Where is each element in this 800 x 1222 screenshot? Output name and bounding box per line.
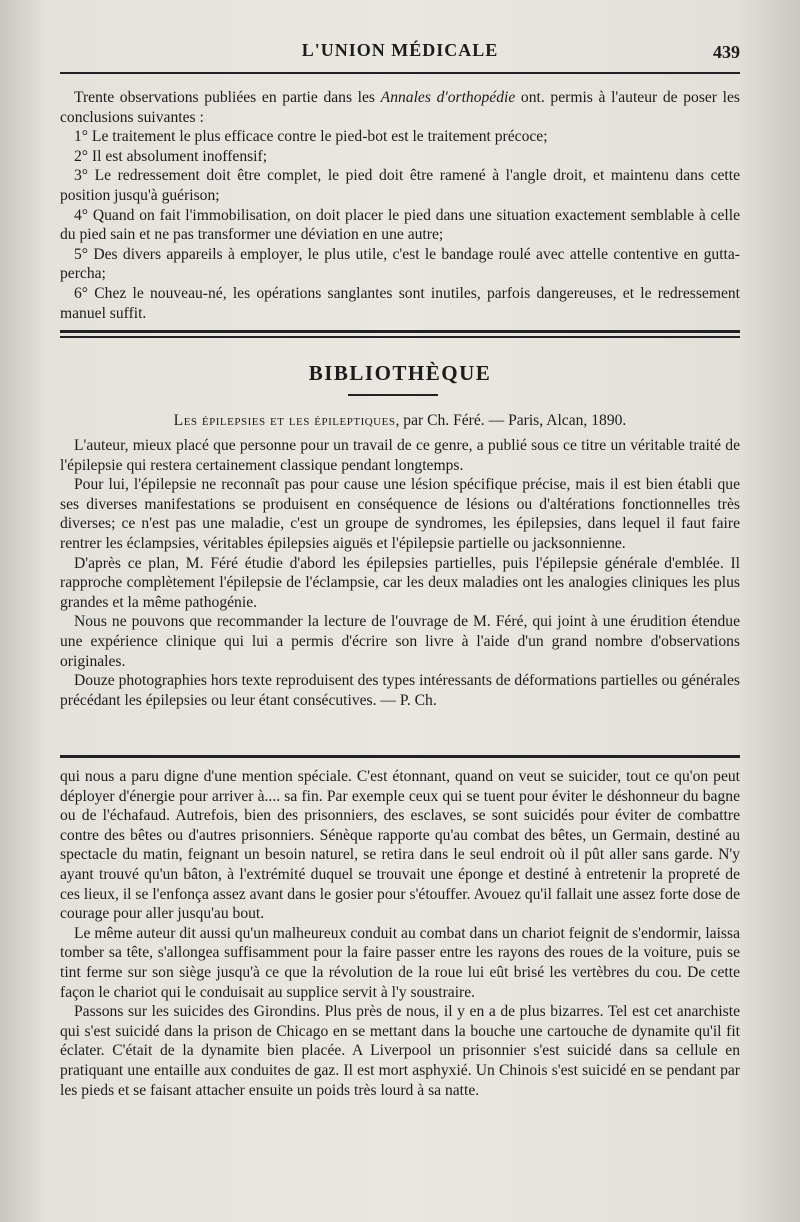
conclusion-item: 1° Le traitement le plus efficace contre le pied-bot est le traitement précoce; bbox=[74, 128, 548, 146]
section-title: BIBLIOTHÈQUE bbox=[308, 361, 492, 385]
title-underline bbox=[348, 394, 438, 396]
review-paragraph: Pour lui, l'épilepsie ne reconnaît pas pour cause une lésion spécifique précise, mais il est bien établi que ses diverses manifestations se produisent en conséquence de lésions ou d'altérations fonctionnelles très diverses; ce n'est pas une maladie, c'est un groupe de syndromes, les épilepsies, dans lequel il faut faire rentrer les éclampsies, véritables épilepsies aiguës et l'épilepsie partielle ou jacksonnienne. bbox=[60, 476, 740, 552]
book-reference bbox=[60, 412, 740, 430]
intro-text: Trente observations publiées en partie dans les bbox=[74, 89, 381, 106]
review-paragraph: Douze photographies hors texte reproduisent des types intéressants de déformations partielles ou générales précédant les épilepsies ou leur étant consécutives. — P. Ch. bbox=[60, 672, 741, 709]
conclusions-intro bbox=[60, 88, 740, 127]
review-body bbox=[60, 436, 740, 710]
conclusion-item: 2° Il est absolument inoffensif; bbox=[74, 147, 268, 165]
book-title: Les épilepsies et les épileptiques bbox=[173, 412, 396, 429]
section-divider-bottom bbox=[60, 336, 740, 338]
conclusion-item: 5° Des divers appareils à employer, le plus utile, c'est le bandage roulé avec attelle contentive en gutta-percha; bbox=[60, 245, 740, 283]
conclusions-section bbox=[60, 88, 740, 323]
journal-name: Annales d'orthopédie bbox=[380, 89, 516, 106]
page-number: 439 bbox=[713, 42, 740, 62]
running-title: L'UNION MÉDICALE bbox=[301, 40, 499, 60]
page-header bbox=[60, 40, 740, 70]
review-paragraph: D'après ce plan, M. Féré étudie d'abord les épilepsies partielles, puis l'épilepsie générale d'emblée. Il rapproche complètement l'épilepsie de l'éclampsie, car les deux maladies ont les analogies cliniques les plus grandes et la même pathogénie. bbox=[60, 554, 740, 611]
feuilleton-paragraph: qui nous a paru digne d'une mention spéciale. C'est étonnant, quand on veut se suicider, tout ce qu'on peut déployer d'énergie pour arriver à.... sa fin. Par exemple ceux qui se tuent pour éviter le déshonneur du bagne ou de l'échafaud. Autrefois, bien des prisonniers, des esclaves, se sont suicidés pour éviter de combattre contre des bêtes ou d'autres prisonniers. Sénèque rapporte qu'au combat des bêtes, un Germain, destiné au spectacle du matin, feignant un besoin naturel, se retira dans le seul endroit où il pût aller sans garde. N'y ayant trouvé qu'un bâton, à l'extrémité duquel se trouvait une éponge et destiné à entretenir la propreté de ces lieux, il se l'enfonça assez avant dans le gosier pour s'étouffer. Avouez qu'il fallait une assez forte dose de courage pour aller jusqu'au bout. bbox=[60, 768, 740, 923]
feuilleton-paragraph: Passons sur les suicides des Girondins. Plus près de nous, il y en a de plus bizarres. Tel est cet anarchiste qui s'est suicidé dans la prison de Chicago en se mettant dans la bouche une cartouche de dynamite qu'il fit éclater. C'était de la dynamite bien placée. A Liverpool un prisonnier s'est suicidé dans sa cellule en pratiquant une entaille aux conduites de gaz. Il est mort asphyxié. Un Chinois s'est suicidé en se pendant par les pieds et se faisant attacher ensuite un poids très lourd à sa natte. bbox=[60, 1003, 740, 1099]
conclusion-item: 6° Chez le nouveau-né, les opérations sanglantes sont inutiles, parfois dangereuses, et le redressement manuel suffit. bbox=[60, 284, 740, 322]
conclusion-item: 4° Quand on fait l'immobilisation, on doit placer le pied dans une situation exactement semblable à celle du pied sain et ne pas transformer une déviation en une autre; bbox=[60, 206, 740, 244]
review-paragraph: Nous ne pouvons que recommander la lecture de l'ouvrage de M. Féré, qui joint à une érudition étendue une expérience clinique qui lui a permis d'écrire son livre à l'aide d'un grand nombre d'observations originales. bbox=[60, 613, 740, 670]
intro-end-text: ont. permis à l'auteur de poser les conclusions suivantes : bbox=[60, 89, 740, 126]
feuilleton-body bbox=[60, 767, 740, 1100]
review-paragraph: L'auteur, mieux placé que personne pour un travail de ce genre, a publié sous ce titre un véritable traité de l'épilepsie qui restera certainement classique pendant longtemps. bbox=[60, 437, 740, 474]
feuilleton-paragraph: Le même auteur dit aussi qu'un malheureux conduit au combat dans un chariot feignit de s'endormir, laissa tomber sa tête, s'allongea suffisamment pour la faire passer entre les rayons des roues de la voiture, puis se tint ferme sur son siège jusqu'à ce que la révolution de la roue lui eût brisé les vertèbres du cou. De cette façon le chariot qui le conduisait au supplice servit à l'y soustraire. bbox=[60, 924, 740, 1001]
book-publication: , par Ch. Féré. — Paris, Alcan, 1890. bbox=[395, 412, 627, 429]
feuilleton-divider bbox=[60, 755, 740, 758]
section-divider-top bbox=[60, 330, 740, 333]
header-rule bbox=[60, 72, 740, 74]
conclusion-item: 3° Le redressement doit être complet, le pied doit être ramené à l'angle droit, et maintenu dans cette position jusqu'à guérison; bbox=[60, 167, 740, 204]
